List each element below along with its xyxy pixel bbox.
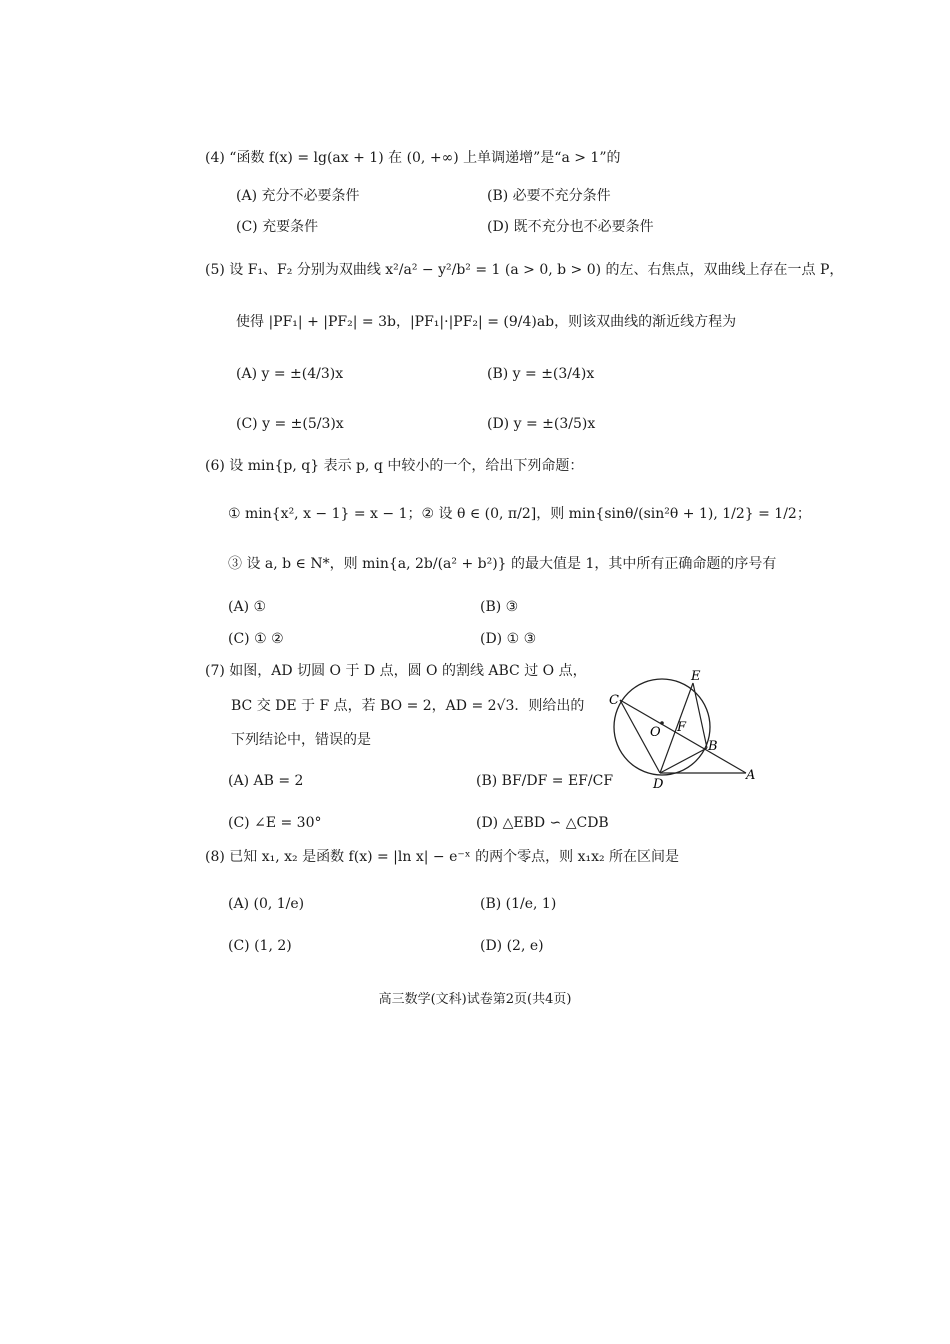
q4-option-d: (D) 既不充分也不必要条件: [487, 219, 654, 235]
segment-eb: [693, 683, 707, 748]
q4-stem: (4) “函数 f(x) = lg(ax + 1) 在 (0, +∞) 上单调递增”是“a > 1”的: [205, 150, 621, 166]
label-c: C: [609, 693, 619, 708]
q6-option-d: (D) ① ③: [480, 631, 537, 647]
q6-option-a: (A) ①: [228, 599, 267, 615]
q7-geometry-figure: [600, 665, 770, 795]
q5-option-a: (A) y = ±(4/3)x: [236, 366, 344, 382]
label-f: F: [677, 720, 687, 735]
q6-line2: ① min{x², x − 1} = x − 1；② 设 θ ∈ (0, π/2]，则 min{sinθ/(sin²θ + 1), 1/2} = 1/2；: [228, 506, 811, 522]
q7-line3: 下列结论中，错误的是: [231, 732, 371, 748]
q7-option-b: (B) BF/DF = EF/CF: [476, 773, 614, 789]
page-footer: 高三数学(文科)试卷第2页(共4页): [378, 992, 572, 1007]
q5-option-b: (B) y = ±(3/4)x: [487, 366, 595, 382]
q7-option-d: (D) △EBD ∽ △CDB: [476, 815, 609, 831]
q6-stem: (6) 设 min{p, q} 表示 p, q 中较小的一个，给出下列命题：: [205, 458, 584, 474]
q7-line2: BC 交 DE 于 F 点，若 BO = 2，AD = 2√3．则给出的: [231, 698, 585, 714]
q8-option-b: (B) (1/e, 1): [480, 896, 557, 912]
label-b: B: [708, 739, 718, 754]
q8-stem: (8) 已知 x₁, x₂ 是函数 f(x) = |ln x| − e⁻ˣ 的两个零点，则 x₁x₂ 所在区间是: [205, 849, 680, 865]
center-point: [660, 721, 664, 725]
q4-option-b: (B) 必要不充分条件: [487, 188, 611, 204]
q6-option-c: (C) ① ②: [228, 631, 284, 647]
q5-stem-line1: (5) 设 F₁、F₂ 分别为双曲线 x²/a² − y²/b² = 1 (a > 0, b > 0) 的左、右焦点，双曲线上存在一点 P，: [205, 262, 844, 278]
label-a: A: [746, 768, 756, 783]
q5-option-d: (D) y = ±(3/5)x: [487, 416, 596, 432]
q4-option-a: (A) 充分不必要条件: [236, 188, 360, 204]
q7-option-c: (C) ∠E = 30°: [228, 815, 322, 831]
q8-option-c: (C) (1, 2): [228, 938, 292, 954]
q5-stem-line2: 使得 |PF₁| + |PF₂| = 3b，|PF₁|·|PF₂| = (9/4)ab，则该双曲线的渐近线方程为: [236, 314, 737, 330]
q8-option-d: (D) (2, e): [480, 938, 544, 954]
q7-option-a: (A) AB = 2: [228, 773, 304, 789]
q6-line3: ③ 设 a, b ∈ N*，则 min{a, 2b/(a² + b²)} 的最大值是 1，其中所有正确命题的序号有: [228, 556, 777, 572]
q4-option-c: (C) 充要条件: [236, 219, 319, 235]
label-d: D: [653, 777, 664, 792]
label-o: O: [650, 725, 661, 740]
label-e: E: [691, 669, 701, 684]
q5-option-c: (C) y = ±(5/3)x: [236, 416, 344, 432]
q8-option-a: (A) (0, 1/e): [228, 896, 305, 912]
q6-option-b: (B) ③: [480, 599, 519, 615]
q7-line1: (7) 如图，AD 切圆 O 于 D 点，圆 O 的割线 ABC 过 O 点，: [205, 663, 587, 679]
